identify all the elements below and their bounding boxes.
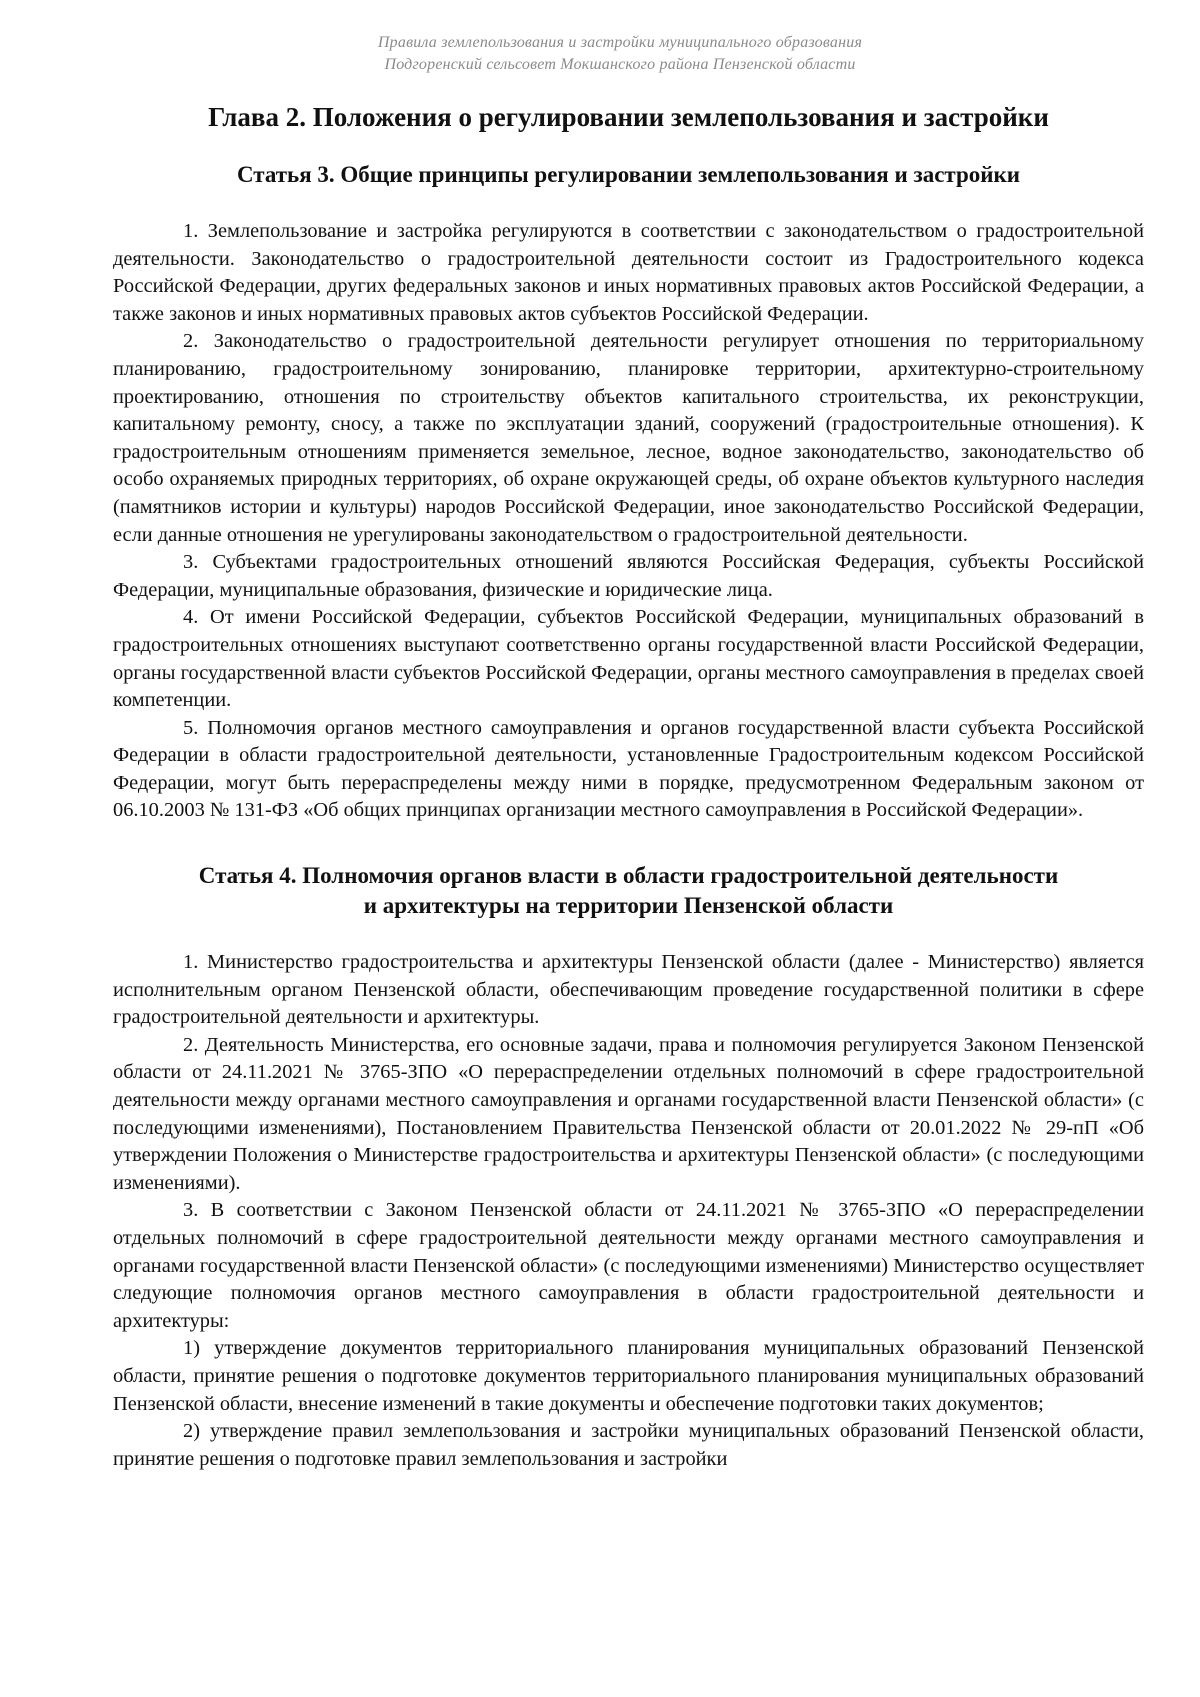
article-3-paragraph-2: 2. Законодательство о градостроительной деятельности регулирует отношения по территориальному планированию, градостроительному зонированию, планировке территории, архитектурно-строительному проектированию, отношения по строительству объектов капитального строительства, их реконструкции, капитальному ремонту, сносу, а также по эксплуатации зданий, сооружений (градостроительные отношения). К градостроительным отношениям применяется земельное, лесное, водное законодательство, законодательство об особо охраняемых природных территориях, об охране окружающей среды, об охране объектов культурного наследия (памятников истории и культуры) народов Российской Федерации, иное законодательство Российской Федерации, если данные отношения не урегулированы законодательством о градостроительной деятельности. <box>113 330 1144 546</box>
running-header-line-1: Правила землепользования и застройки муниципального образования <box>377 34 863 51</box>
running-header <box>300 32 940 76</box>
article-4-title-line-2: и архитектуры на территории Пензенской области <box>363 893 894 919</box>
chapter-title: Глава 2. Положения о регулировании землепользования и застройки <box>208 102 1049 132</box>
article-3-body <box>113 218 1144 825</box>
article-4-paragraph-3: 3. В соответствии с Законом Пензенской области от 24.11.2021 № 3765-ЗПО «О перераспределении отдельных полномочий в сфере градостроительной деятельности между органами местного самоуправления и органами государственной власти Пензенской области» (с последующими изменениями) Министерство осуществляет следующие полномочия органов местного самоуправления в области градостроительной деятельности и архитектуры: <box>113 1199 1144 1332</box>
article-3-paragraph-5: 5. Полномочия органов местного самоуправления и органов государственной власти субъекта Российской Федерации в области градостроительной деятельности, установленные Градостроительным кодексом Российской Федерации, могут быть перераспределены между ними в порядке, предусмотренном Федеральным законом от 06.10.2003 № 131-ФЗ «Об общих принципах организации местного самоуправления в Российской Федерации». <box>113 716 1144 822</box>
article-3-paragraph-4: 4. От имени Российской Федерации, субъектов Российской Федерации, муниципальных образований в градостроительных отношениях выступают соответственно органы государственной власти Российской Федерации, органы государственной власти субъектов Российской Федерации, органы местного самоуправления в пределах своей компетенции. <box>113 606 1144 712</box>
running-header-line-2: Подгоренский сельсовет Мокшанского района Пензенской области <box>384 56 856 73</box>
article-3-paragraph-3: 3. Субъектами градостроительных отношений являются Российская Федерация, субъекты Российской Федерации, муниципальные образования, физические и юридические лица. <box>113 551 1144 601</box>
article-3-title: Статья 3. Общие принципы регулировании землепользования и застройки <box>236 162 1021 187</box>
article-4-subitem-1: 1) утверждение документов территориального планирования муниципальных образований Пензенской области, принятие решения о подготовке документов территориального планирования муниципальных образований Пензенской области, внесение изменений в такие документы и обеспечение подготовки таких документов; <box>113 1337 1144 1415</box>
article-4-paragraph-2: 2. Деятельность Министерства, его основные задачи, права и полномочия регулируется Законом Пензенской области от 24.11.2021 № 3765-ЗПО «О перераспределении отдельных полномочий в сфере градостроительной деятельности между органами местного самоуправления и органами государственной власти Пензенской области» (с последующими изменениями), Постановлением Правительства Пензенской области от 20.01.2022 № 29-пП «Об утверждении Положения о Министерстве градостроительства и архитектуры Пензенской области» (с последующими изменениями). <box>113 1033 1144 1194</box>
document-body <box>113 100 1144 1473</box>
article-4-paragraph-1: 1. Министерство градостроительства и архитектуры Пензенской области (далее - Министерство) является исполнительным органом Пензенской области, обеспечивающим проведение государственной политики в сфере градостроительной деятельности и архитектуры. <box>113 951 1144 1029</box>
article-4-title <box>113 861 1144 921</box>
article-3-paragraph-1: 1. Землепользование и застройка регулируются в соответствии с законодательством о градостроительной деятельности. Законодательство о градостроительной деятельности состоит из Градостроительного кодекса Российской Федерации, других федеральных законов и иных нормативных правовых актов Российской Федерации, а также законов и иных нормативных правовых актов субъектов Российской Федерации. <box>113 220 1144 325</box>
article-4-body <box>113 949 1144 1473</box>
article-4-title-line-1: Статья 4. Полномочия органов власти в области градостроительной деятельности <box>198 863 1059 889</box>
article-4-subitem-2: 2) утверждение правил землепользования и застройки муниципальных образований Пензенской области, принятие решения о подготовке правил землепользования и застройки <box>113 1420 1144 1470</box>
